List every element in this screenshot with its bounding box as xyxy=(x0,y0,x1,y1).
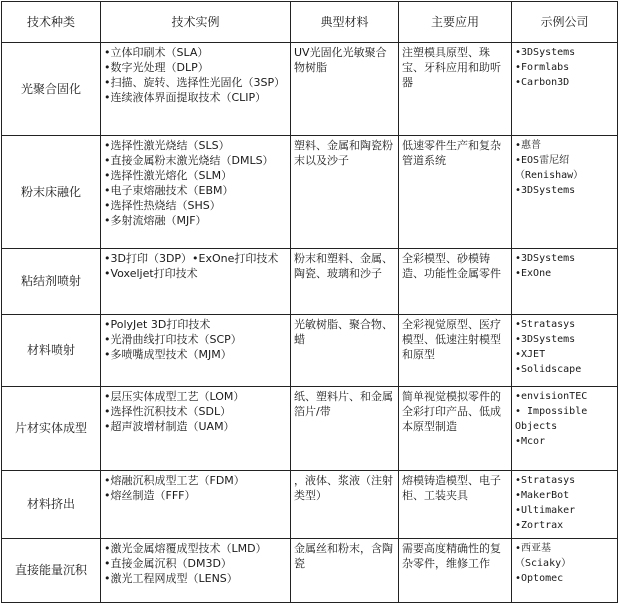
table-row xyxy=(2,539,618,603)
examples-cell xyxy=(101,387,291,471)
company-item: •Optomec xyxy=(515,573,564,584)
applications-cell: 全彩模型、砂模铸造、功能性金属零件 xyxy=(399,249,512,315)
company-item: • Impossible xyxy=(515,406,588,417)
examples-text: •熔融沉积成型工艺（FDM） •熔丝制造（FFF） xyxy=(104,474,245,502)
examples-cell xyxy=(101,43,291,136)
table-row xyxy=(2,387,618,471)
header-row xyxy=(2,2,618,43)
examples-cell xyxy=(101,136,291,249)
applications-cell: 需要高度精确性的复杂零件，维修工作 xyxy=(399,539,512,603)
examples-text: •激光金属熔覆成型技术（LMD） •直接金属沉积（DM3D） •激光工程网成型（LENS） xyxy=(104,542,267,585)
category-cell: 材料挤出 xyxy=(2,471,101,539)
company-item: •Mcor xyxy=(515,436,546,447)
category-cell: 材料喷射 xyxy=(2,315,101,387)
examples-text: •层压实体成型工艺（LOM） •选择性沉积技术（SDL） •超声波增材制造（UAM） xyxy=(104,390,245,433)
company-item: •惠普 xyxy=(515,140,542,151)
company-item: •Formlabs xyxy=(515,62,570,73)
company-item: •Ultimaker xyxy=(515,505,576,516)
category-cell: 片材实体成型 xyxy=(2,387,101,471)
category-cell: 粘结剂喷射 xyxy=(2,249,101,315)
company-item: •Solidscape xyxy=(515,364,582,375)
header-cell-companies: 示例公司 xyxy=(512,2,618,43)
company-item: （Sciaky） xyxy=(515,558,572,569)
category-cell: 直接能量沉积 xyxy=(2,539,101,603)
applications-cell: 熔模铸造模型、电子柜、工装夹具 xyxy=(399,471,512,539)
technology-table xyxy=(1,1,618,603)
materials-cell: ，液体、浆液（注射类型） xyxy=(291,471,399,539)
materials-cell: 粉末和塑料、金属、陶瓷、玻璃和沙子 xyxy=(291,249,399,315)
examples-cell xyxy=(101,471,291,539)
company-item: •Stratasys xyxy=(515,475,576,486)
company-item: •ExOne xyxy=(515,268,552,279)
companies-cell xyxy=(512,136,618,249)
company-item: •3DSystems xyxy=(515,47,576,58)
company-item: •Carbon3D xyxy=(515,77,570,88)
header-cell-examples: 技术实例 xyxy=(101,2,291,43)
examples-cell xyxy=(101,539,291,603)
companies-cell xyxy=(512,471,618,539)
table-row xyxy=(2,249,618,315)
table-row xyxy=(2,315,618,387)
examples-text: •选择性激光烧结（SLS） •直接金属粉末激光烧结（DMLS） •选择性激光熔化（SLM） •电子束熔融技术（EBM） •选择性热烧结（SHS） •多射流熔融（MJF） xyxy=(104,139,274,227)
examples-text: •PolyJet 3D打印技术 •光滑曲线打印技术（SCP） •多喷嘴成型技术（MJM） xyxy=(104,318,242,361)
companies-cell xyxy=(512,539,618,603)
company-item: •3DSystems xyxy=(515,253,576,264)
materials-cell: 塑料、金属和陶瓷粉末以及沙子 xyxy=(291,136,399,249)
company-item: •Stratasys xyxy=(515,319,576,330)
company-item: •西亚基 xyxy=(515,543,552,554)
table-row xyxy=(2,43,618,136)
materials-cell: 金属丝和粉末，含陶瓷 xyxy=(291,539,399,603)
company-item: •MakerBot xyxy=(515,490,570,501)
materials-cell: 纸、塑料片、和金属箔片/带 xyxy=(291,387,399,471)
header-cell-category: 技术种类 xyxy=(2,2,101,43)
companies-cell xyxy=(512,43,618,136)
category-cell: 粉末床融化 xyxy=(2,136,101,249)
applications-cell: 低速零件生产和复杂管道系统 xyxy=(399,136,512,249)
companies-cell xyxy=(512,249,618,315)
materials-cell: 光敏树脂、聚合物、蜡 xyxy=(291,315,399,387)
company-item: •envisionTEC xyxy=(515,391,588,402)
table-row xyxy=(2,471,618,539)
companies-cell xyxy=(512,387,618,471)
applications-cell: 全彩视觉原型、医疗模型、低速注射模型和原型 xyxy=(399,315,512,387)
header-cell-materials: 典型材料 xyxy=(291,2,399,43)
companies-cell xyxy=(512,315,618,387)
materials-cell: UV光固化光敏聚合物树脂 xyxy=(291,43,399,136)
header-cell-applications: 主要应用 xyxy=(399,2,512,43)
company-item: •3DSystems xyxy=(515,334,576,345)
examples-text: •3D打印（3DP）•ExOne打印技术•Voxeljet打印技术 xyxy=(104,252,279,280)
applications-cell: 简单视觉模拟零件的全彩打印产品、低成本原型制造 xyxy=(399,387,512,471)
company-item: （Renishaw） xyxy=(515,170,584,181)
company-item: •3DSystems xyxy=(515,185,576,196)
examples-text: •立体印刷术（SLA） •数字光处理（DLP） •扫描、旋转、选择性光固化（3SP）•连续液体界面提取技术（CLIP） xyxy=(104,46,286,104)
table-row xyxy=(2,136,618,249)
examples-cell xyxy=(101,315,291,387)
applications-cell: 注塑模具原型、珠宝、牙科应用和助听器 xyxy=(399,43,512,136)
company-item: •EOS雷尼绍 xyxy=(515,155,570,166)
company-item: •Zortrax xyxy=(515,520,564,531)
company-item: Objects xyxy=(515,421,558,432)
examples-cell xyxy=(101,249,291,315)
category-cell: 光聚合固化 xyxy=(2,43,101,136)
company-item: •XJET xyxy=(515,349,546,360)
